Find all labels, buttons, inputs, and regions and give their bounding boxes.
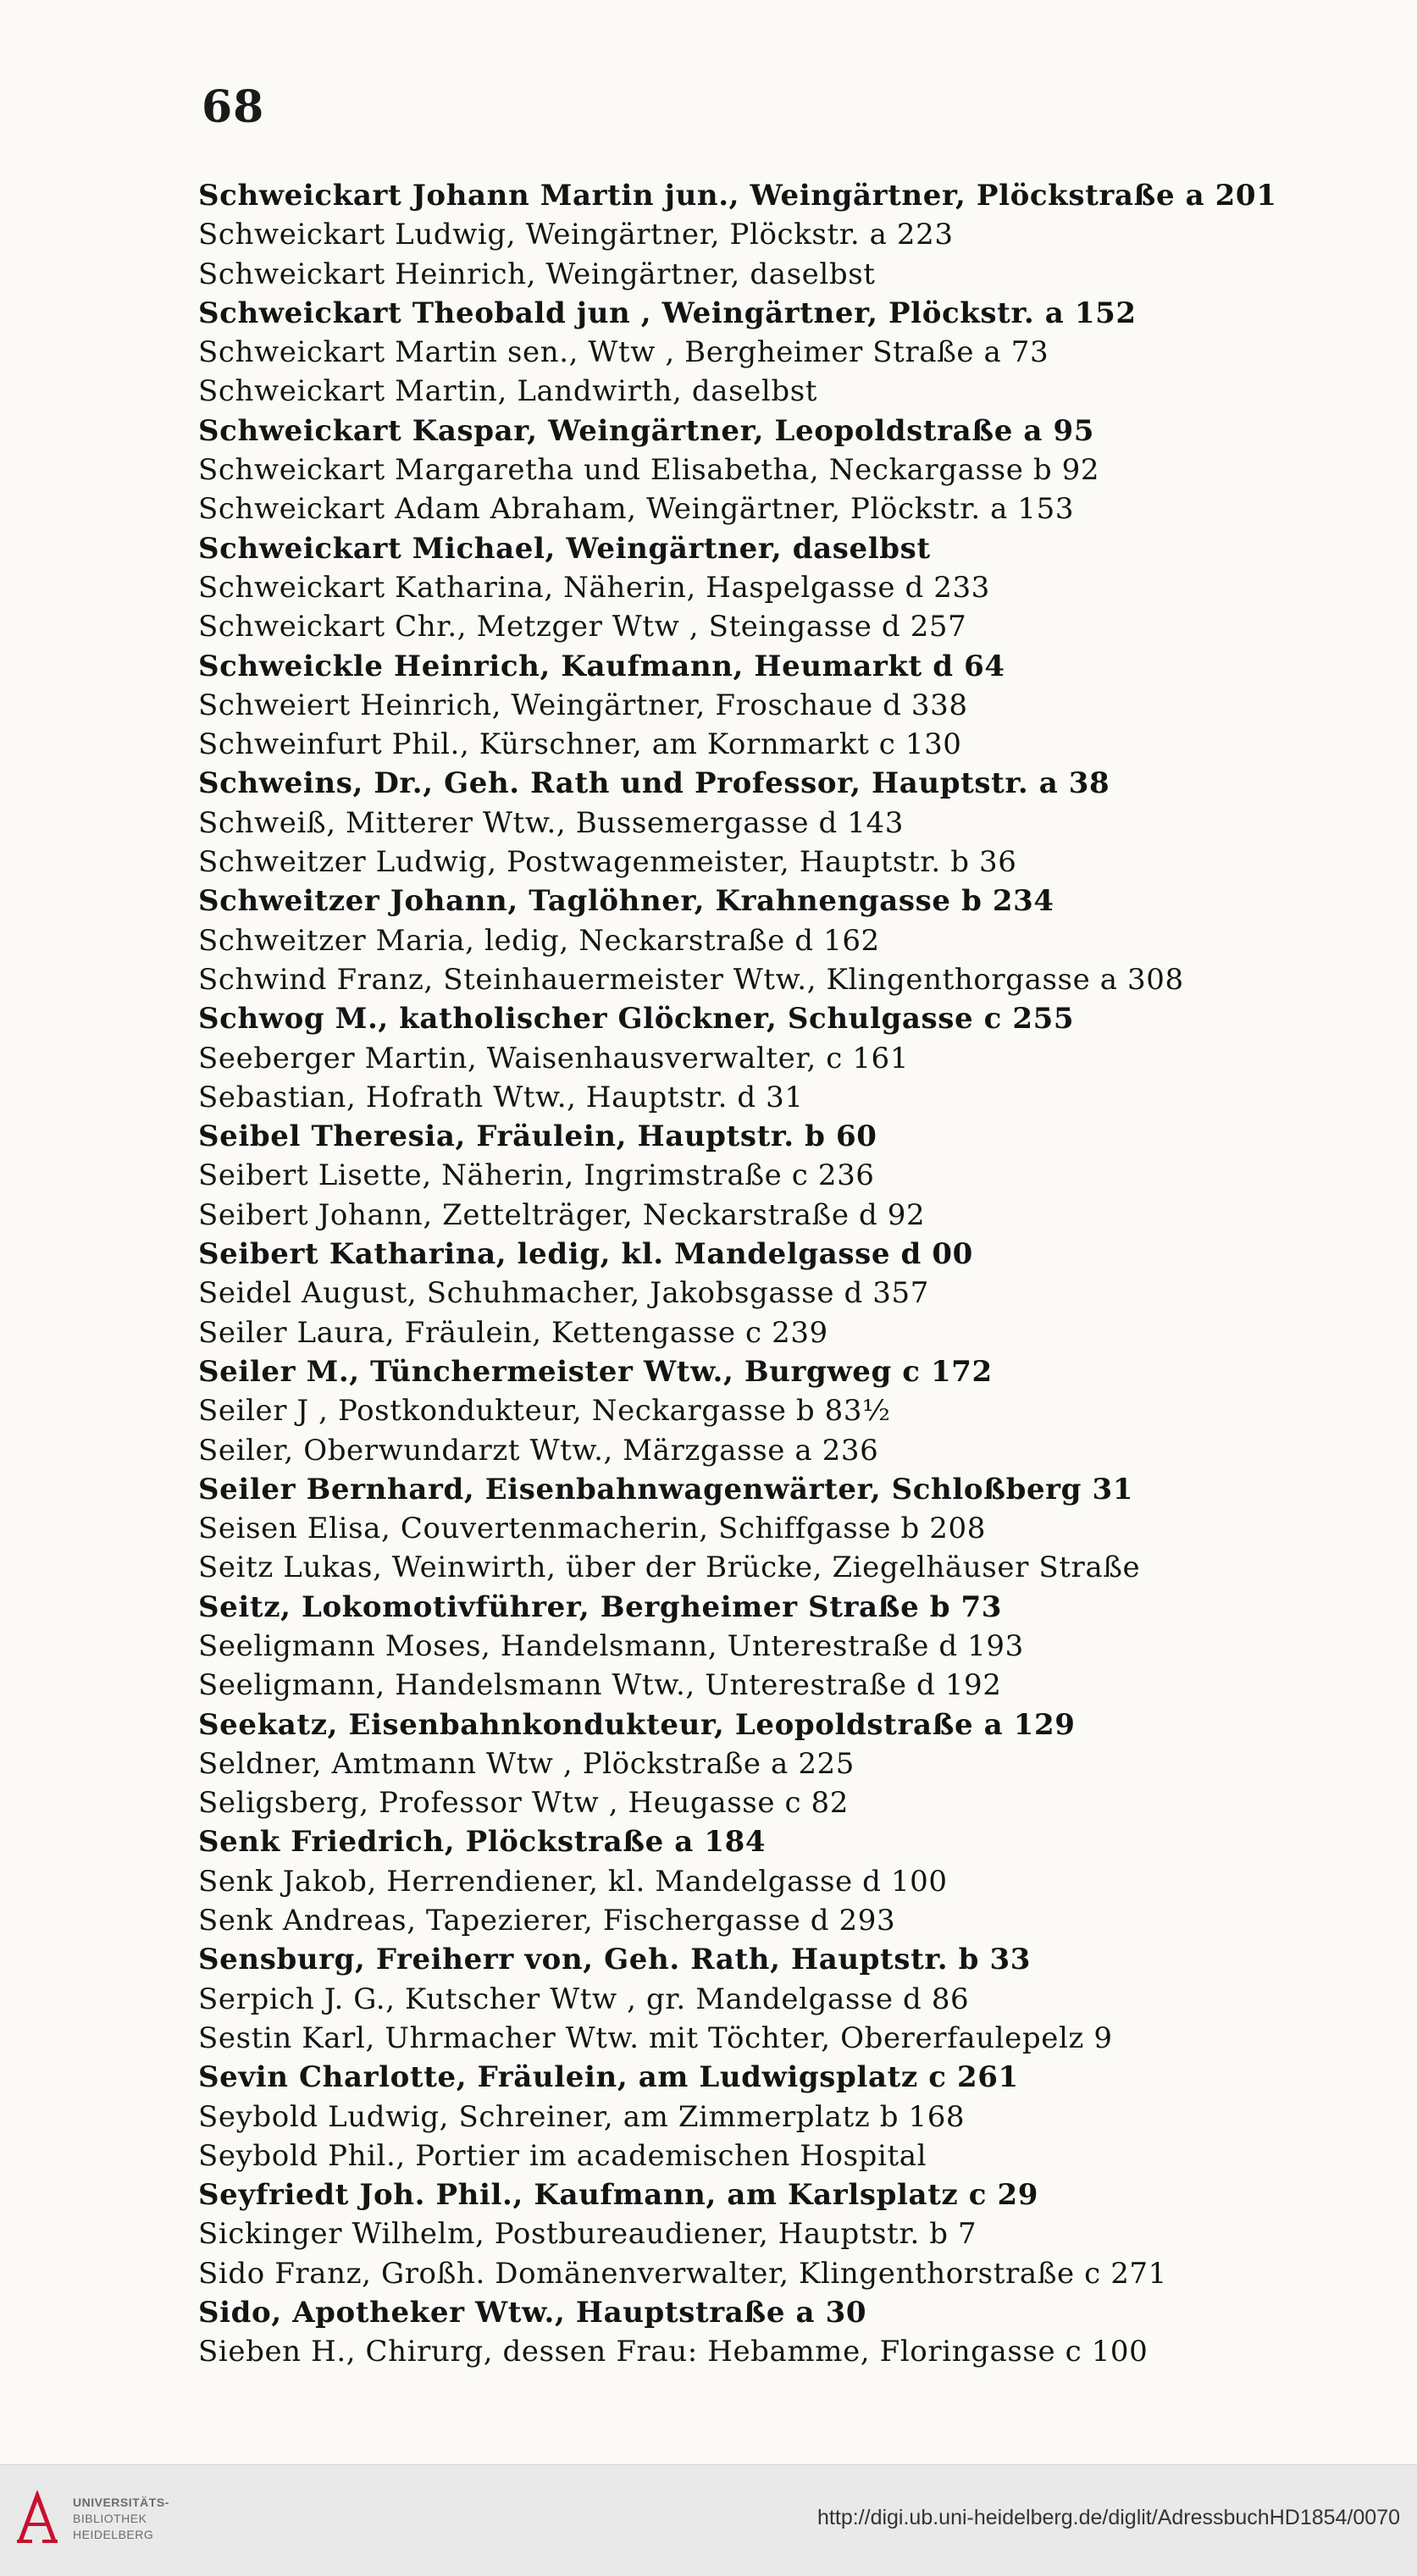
directory-entry: Seeligmann, Handelsmann Wtw., Unterestraße d 192 bbox=[198, 1668, 1002, 1703]
directory-entry: Seiler, Oberwundarzt Wtw., Märzgasse a 236 bbox=[198, 1433, 879, 1468]
directory-entry: Seybold Phil., Portier im academischen Hospital bbox=[198, 2138, 927, 2173]
viewer-footer bbox=[0, 2464, 1417, 2576]
directory-entry: Schweickart Katharina, Näherin, Haspelgasse d 233 bbox=[198, 570, 990, 605]
library-logo[interactable] bbox=[15, 2490, 169, 2546]
page-number: 68 bbox=[202, 81, 265, 133]
directory-entry: Sido Franz, Großh. Domänenverwalter, Klingenthorstraße c 271 bbox=[198, 2256, 1167, 2291]
directory-entry: Seeligmann Moses, Handelsmann, Unterestraße d 193 bbox=[198, 1628, 1024, 1663]
directory-entry: Seiler Bernhard, Eisenbahnwagenwärter, Schloßberg 31 bbox=[198, 1472, 1134, 1506]
directory-entry: Seybold Ludwig, Schreiner, am Zimmerplatz b 168 bbox=[198, 2099, 966, 2134]
directory-entry: Seibel Theresia, Fräulein, Hauptstr. b 60 bbox=[198, 1119, 877, 1154]
library-name-line2: BIBLIOTHEK bbox=[73, 2511, 147, 2525]
library-seal-icon bbox=[15, 2490, 59, 2546]
directory-entry: Schwind Franz, Steinhauermeister Wtw., Klingenthorgasse a 308 bbox=[198, 962, 1184, 997]
directory-entry: Schweickart Johann Martin jun., Weingärtner, Plöckstraße a 201 bbox=[198, 179, 1277, 213]
directory-entry: Sestin Karl, Uhrmacher Wtw. mit Töchter, Obererfaulepelz 9 bbox=[198, 2020, 1113, 2055]
directory-entry: Serpich J. G., Kutscher Wtw , gr. Mandelgasse d 86 bbox=[198, 1982, 970, 2016]
permalink-url[interactable]: http://digi.ub.uni-heidelberg.de/diglit/AdressbuchHD1854/0070 bbox=[817, 2506, 1400, 2529]
directory-entry: Seiler J , Postkondukteur, Neckargasse b 83½ bbox=[198, 1394, 891, 1429]
directory-entry: Schweitzer Maria, ledig, Neckarstraße d 162 bbox=[198, 923, 880, 958]
directory-entry: Seibert Johann, Zettelträger, Neckarstraße d 92 bbox=[198, 1197, 926, 1232]
directory-entry: Schweiert Heinrich, Weingärtner, Froschaue d 338 bbox=[198, 688, 968, 722]
directory-entry: Schweickart Chr., Metzger Wtw , Steingasse d 257 bbox=[198, 610, 967, 644]
directory-entry: Schweickart Michael, Weingärtner, daselbst bbox=[198, 531, 931, 566]
directory-entry: Seitz Lukas, Weinwirth, über der Brücke, Ziegelhäuser Straße bbox=[198, 1551, 1141, 1585]
directory-entry: Seiler Laura, Fräulein, Kettengasse c 239 bbox=[198, 1315, 828, 1350]
directory-entry: Schweickart Theobald jun , Weingärtner, Plöckstr. a 152 bbox=[198, 296, 1137, 330]
directory-entry: Sickinger Wilhelm, Postbureaudiener, Hauptstr. b 7 bbox=[198, 2217, 977, 2252]
directory-entry: Seekatz, Eisenbahnkondukteur, Leopoldstraße a 129 bbox=[198, 1707, 1076, 1742]
directory-entry: Seeberger Martin, Waisenhausverwalter, c 161 bbox=[198, 1041, 910, 1075]
directory-entry: Seisen Elisa, Couvertenmacherin, Schiffgasse b 208 bbox=[198, 1512, 986, 1546]
directory-entry: Sebastian, Hofrath Wtw., Hauptstr. d 31 bbox=[198, 1080, 804, 1114]
directory-entry: Seibert Lisette, Näherin, Ingrimstraße c 236 bbox=[198, 1158, 875, 1193]
library-name bbox=[73, 2495, 169, 2543]
directory-entry: Schweickart Martin, Landwirth, daselbst bbox=[198, 374, 818, 409]
directory-entry: Schweickart Martin sen., Wtw , Bergheimer Straße a 73 bbox=[198, 335, 1049, 370]
directory-entry: Senk Friedrich, Plöckstraße a 184 bbox=[198, 1825, 767, 1860]
library-name-line3: HEIDELBERG bbox=[73, 2527, 154, 2541]
directory-entry: Sido, Apotheker Wtw., Hauptstraße a 30 bbox=[198, 2296, 867, 2330]
directory-entry: Senk Jakob, Herrendiener, kl. Mandelgasse d 100 bbox=[198, 1864, 948, 1899]
directory-entry: Schweinfurt Phil., Kürschner, am Kornmarkt c 130 bbox=[198, 727, 962, 762]
directory-entry: Seibert Katharina, ledig, kl. Mandelgasse d 00 bbox=[198, 1237, 973, 1272]
library-name-line1: UNIVERSITÄTS- bbox=[73, 2495, 169, 2509]
directory-entry: Schweickart Heinrich, Weingärtner, daselbst bbox=[198, 257, 876, 291]
directory-entry: Seitz, Lokomotivführer, Bergheimer Straße b 73 bbox=[198, 1589, 1003, 1624]
directory-entry: Schweickle Heinrich, Kaufmann, Heumarkt d 64 bbox=[198, 649, 1005, 683]
directory-entry: Schweitzer Ludwig, Postwagenmeister, Hauptstr. b 36 bbox=[198, 845, 1017, 880]
directory-entry: Sensburg, Freiherr von, Geh. Rath, Hauptstr. b 33 bbox=[198, 1943, 1031, 1977]
directory-entry: Seidel August, Schuhmacher, Jakobsgasse d 357 bbox=[198, 1276, 929, 1311]
directory-entry: Schweiß, Mitterer Wtw., Bussemergasse d 143 bbox=[198, 805, 904, 840]
directory-entry: Schweickart Ludwig, Weingärtner, Plöckstr. a 223 bbox=[198, 218, 954, 252]
directory-entry: Schweins, Dr., Geh. Rath und Professor, Hauptstr. a 38 bbox=[198, 766, 1110, 801]
directory-entry: Schweickart Adam Abraham, Weingärtner, Plöckstr. a 153 bbox=[198, 492, 1075, 527]
directory-entry: Seldner, Amtmann Wtw , Plöckstraße a 225 bbox=[198, 1746, 855, 1781]
directory-entry: Schweickart Kaspar, Weingärtner, Leopoldstraße a 95 bbox=[198, 413, 1094, 448]
directory-entry: Sevin Charlotte, Fräulein, am Ludwigsplatz c 261 bbox=[198, 2060, 1019, 2095]
directory-entry: Senk Andreas, Tapezierer, Fischergasse d 293 bbox=[198, 1904, 896, 1938]
directory-entry: Seiler M., Tünchermeister Wtw., Burgweg c 172 bbox=[198, 1354, 993, 1389]
directory-entries bbox=[198, 176, 1342, 2372]
directory-entry: Schweickart Margaretha und Elisabetha, Neckargasse b 92 bbox=[198, 453, 1100, 488]
directory-entry: Schwog M., katholischer Glöckner, Schulgasse c 255 bbox=[198, 1002, 1075, 1036]
directory-entry: Schweitzer Johann, Taglöhner, Krahnengasse b 234 bbox=[198, 884, 1054, 919]
directory-entry: Seyfriedt Joh. Phil., Kaufmann, am Karlsplatz c 29 bbox=[198, 2178, 1038, 2213]
directory-entry: Sieben H., Chirurg, dessen Frau: Hebamme, Floringasse c 100 bbox=[198, 2335, 1149, 2369]
directory-entry: Seligsberg, Professor Wtw , Heugasse c 82 bbox=[198, 1786, 850, 1821]
